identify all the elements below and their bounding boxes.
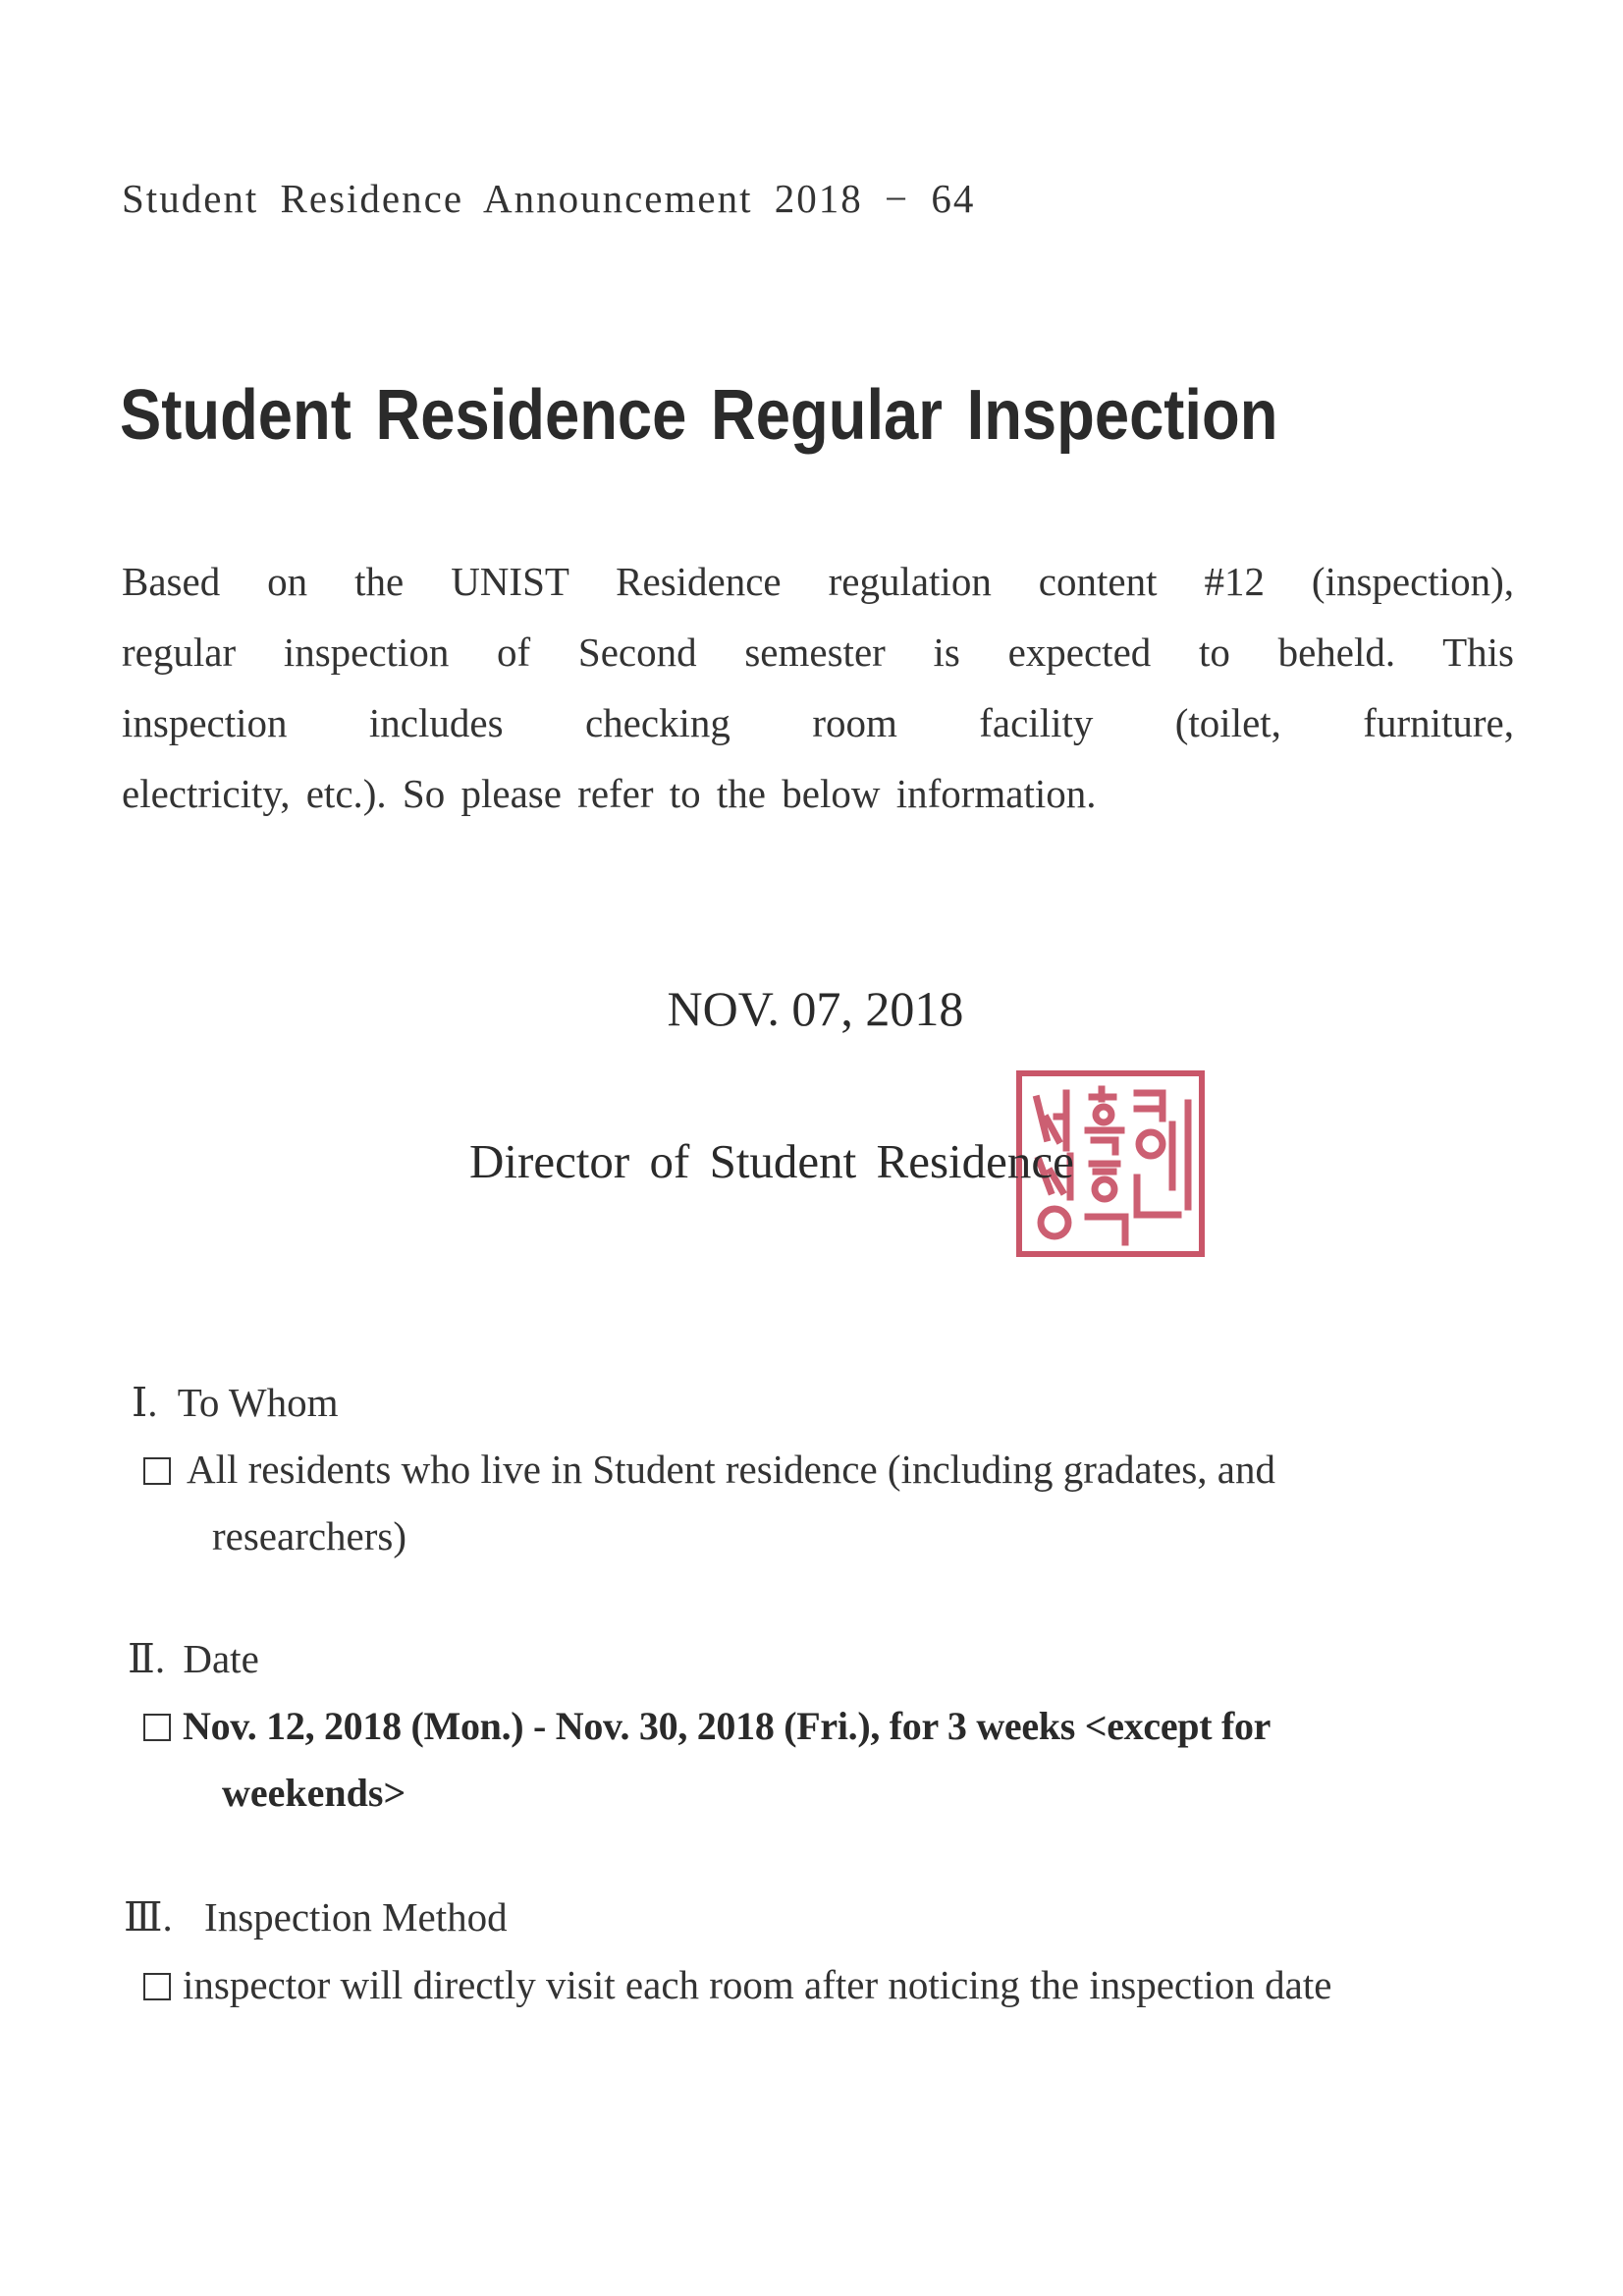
intro-line-3: inspection includes checking room facility (toilet, furniture, <box>122 700 1514 745</box>
section-to-whom <box>132 1379 338 1426</box>
section-heading: Date <box>183 1636 259 1681</box>
section-numeral: Ⅲ. <box>124 1894 173 1940</box>
section-date <box>128 1635 259 1682</box>
intro-line-1: Based on the UNIST Residence regulation content #12 (inspection), <box>122 559 1514 604</box>
section-inspection-method <box>124 1893 508 1941</box>
list-item-text: All residents who live in Student residence (including gradates, and <box>187 1447 1276 1492</box>
intro-line-2: regular inspection of Second semester is expected to beheld. This <box>122 629 1514 675</box>
issue-date: NOV. 07, 2018 <box>667 981 964 1036</box>
checkbox-icon <box>143 1457 171 1485</box>
document-title: Student Residence Regular Inspection <box>120 376 1278 455</box>
list-item-text: Nov. 12, 2018 (Mon.) - Nov. 30, 2018 (Fri.), for 3 weeks <except for <box>183 1704 1271 1748</box>
section-numeral: Ⅰ. <box>132 1380 158 1425</box>
list-item-continuation: weekends> <box>222 1771 406 1815</box>
signatory: Director of Student Residence <box>469 1134 1074 1188</box>
list-item <box>143 1703 1271 1749</box>
list-item <box>143 1961 1331 2008</box>
section-heading: To Whom <box>177 1380 339 1425</box>
list-item-continuation: researchers) <box>212 1513 407 1558</box>
section-heading: Inspection Method <box>204 1894 508 1940</box>
list-item <box>143 1446 1275 1493</box>
intro-line-4: electricity, etc.). So please refer to the below information. <box>122 771 1097 816</box>
section-numeral: Ⅱ. <box>128 1636 166 1681</box>
list-item-text: inspector will directly visit each room after noticing the inspection date <box>183 1962 1332 2007</box>
checkbox-icon <box>143 1714 171 1741</box>
checkbox-icon <box>143 1973 171 2000</box>
announcement-number: Student Residence Announcement 2018 − 64 <box>122 176 976 221</box>
